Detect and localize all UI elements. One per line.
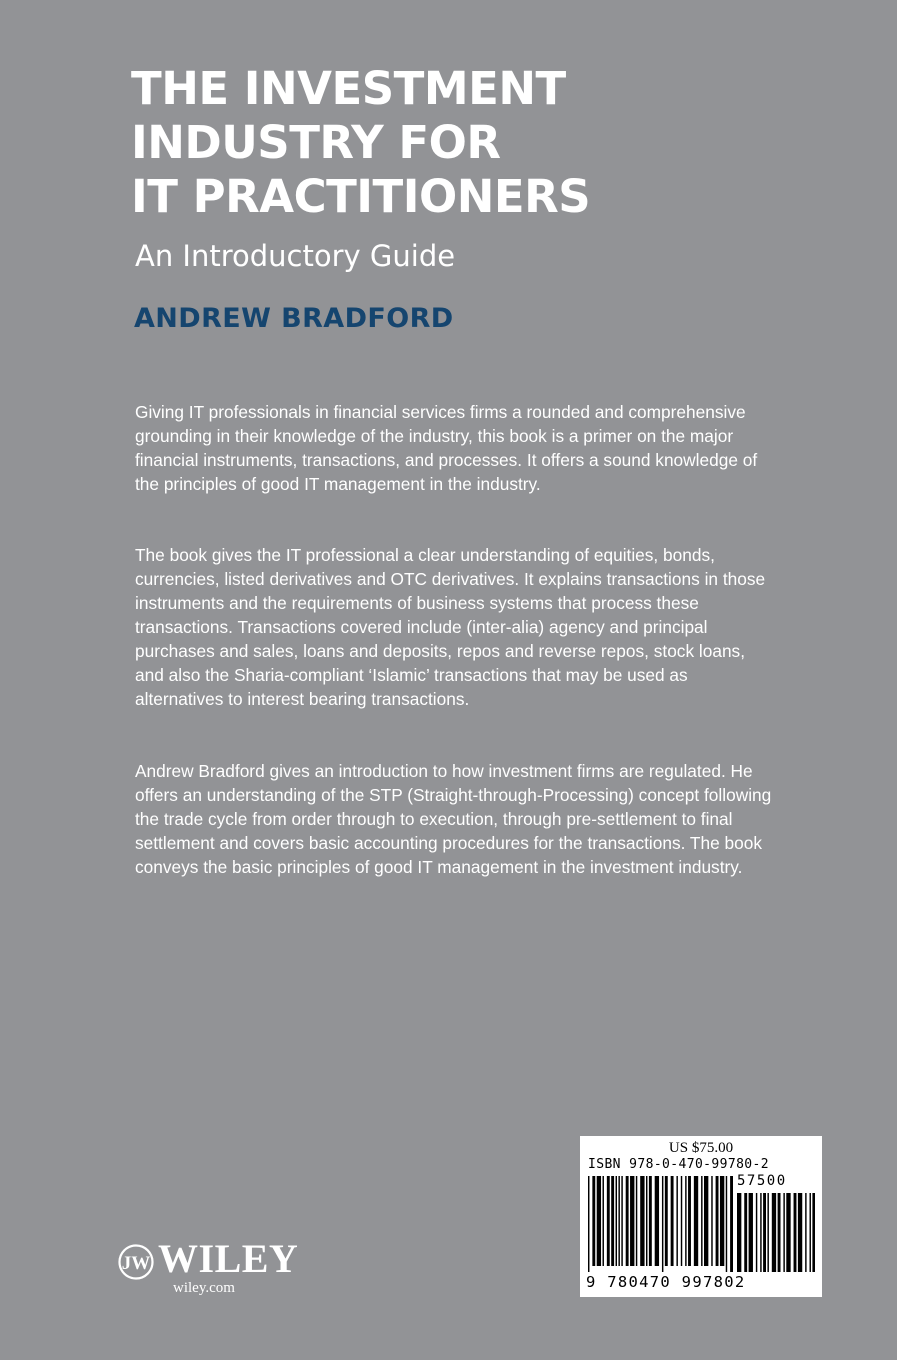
barcode-bar xyxy=(621,1176,622,1266)
barcode-bar xyxy=(730,1176,733,1272)
barcode-bar xyxy=(744,1193,747,1272)
barcode-bar xyxy=(704,1176,708,1266)
barcode-bar xyxy=(676,1176,677,1266)
barcode-label xyxy=(580,1136,822,1297)
barcode-bar xyxy=(688,1176,691,1266)
barcode-bar xyxy=(662,1176,663,1272)
barcode-bar xyxy=(649,1176,652,1266)
barcode-bar xyxy=(720,1176,724,1266)
price-supplement-digits: 57500 xyxy=(737,1173,787,1189)
barcode-bar xyxy=(671,1176,674,1266)
barcode-bar xyxy=(711,1176,712,1266)
supplement-barcode-bars xyxy=(737,1193,815,1272)
barcode-bar xyxy=(778,1193,781,1272)
barcode-bar xyxy=(603,1176,604,1266)
barcode-bar xyxy=(772,1193,776,1272)
barcode-bar xyxy=(685,1176,686,1266)
barcode-bar xyxy=(646,1176,647,1266)
barcode-bar xyxy=(681,1176,682,1266)
barcode-bar xyxy=(588,1176,589,1272)
barcode-bar xyxy=(597,1176,601,1266)
isbn-text: ISBN 978-0-470-99780-2 xyxy=(588,1157,769,1172)
barcode-bar xyxy=(607,1176,610,1266)
barcode-bar xyxy=(812,1193,815,1272)
barcode-bar xyxy=(763,1193,766,1272)
barcode-bar xyxy=(611,1176,614,1266)
barcode-bar xyxy=(737,1193,741,1272)
barcode-bar xyxy=(810,1193,811,1272)
ean-digits: 9 780470 997802 xyxy=(586,1273,746,1291)
title-line-1: THE INVESTMENT xyxy=(131,62,566,115)
barcode-bar xyxy=(756,1193,757,1272)
barcode-bar xyxy=(636,1176,637,1266)
barcode-bar xyxy=(805,1193,806,1272)
barcode-bar xyxy=(665,1176,668,1266)
barcode-bar xyxy=(798,1193,802,1272)
price: US $75.00 xyxy=(668,1140,734,1156)
svg-text:JW: JW xyxy=(121,1253,151,1274)
barcode-bar xyxy=(760,1193,761,1272)
barcode-bar xyxy=(640,1176,644,1266)
publisher-name: WILEY xyxy=(158,1236,299,1281)
blurb-paragraph-2: The book gives the IT professional a clear understanding of equities, bonds, currencies, listed derivatives and OTC derivatives. It explains transactions in those instruments and the requirements of business systems that process these transactions. Transactions covered include (inter-alia) agency and principal purchases and sales, loans and deposits, repos and reverse repos, stock loans, and also the Sharia-compliant ‘Islamic’ transactions that may be used as alternatives to interest bearing transactions. xyxy=(135,545,766,709)
publisher-logo xyxy=(117,1236,297,1302)
barcode-bar xyxy=(616,1176,617,1266)
book-title xyxy=(131,62,691,224)
barcode-bar xyxy=(716,1176,719,1266)
barcode-bar xyxy=(726,1176,727,1272)
barcode-bar xyxy=(749,1193,753,1272)
publisher-url: wiley.com xyxy=(173,1280,235,1296)
barcode-bar xyxy=(630,1176,634,1266)
barcode-bar xyxy=(783,1193,784,1272)
title-line-3: IT PRACTITIONERS xyxy=(131,170,591,223)
author-name: ANDREW BRADFORD xyxy=(134,303,454,334)
blurb-paragraph-3: Andrew Bradford gives an introduction to how investment firms are regulated. He offers an understanding of the STP (Straight-through-Processing) concept following the trade cycle from order through to execution, through pre-settlement to final settlement and covers basic accounting procedures for the transactions. The book conveys the basic principles of good IT management in the investment industry. xyxy=(135,761,772,877)
barcode-bar xyxy=(794,1193,797,1272)
wiley-jw-logo-icon xyxy=(117,1242,155,1282)
barcode-bar xyxy=(694,1176,698,1266)
barcode-bar xyxy=(786,1193,790,1272)
ean-barcode-bars xyxy=(588,1176,733,1272)
barcode-bar xyxy=(655,1176,659,1266)
title-line-2: INDUSTRY FOR xyxy=(131,116,501,169)
barcode-bar xyxy=(618,1176,619,1266)
barcode-bar xyxy=(701,1176,702,1266)
book-subtitle: An Introductory Guide xyxy=(135,239,456,273)
barcode-bar xyxy=(767,1193,768,1272)
barcode-bar xyxy=(626,1176,629,1266)
blurb-paragraph-1: Giving IT professionals in financial services firms a rounded and comprehensive grounding in their knowledge of the industry, this book is a primer on the major financial instruments, transactions, and processes. It offers a sound knowledge of the principles of good IT management in the industry. xyxy=(135,402,758,494)
barcode-bar xyxy=(592,1176,595,1266)
